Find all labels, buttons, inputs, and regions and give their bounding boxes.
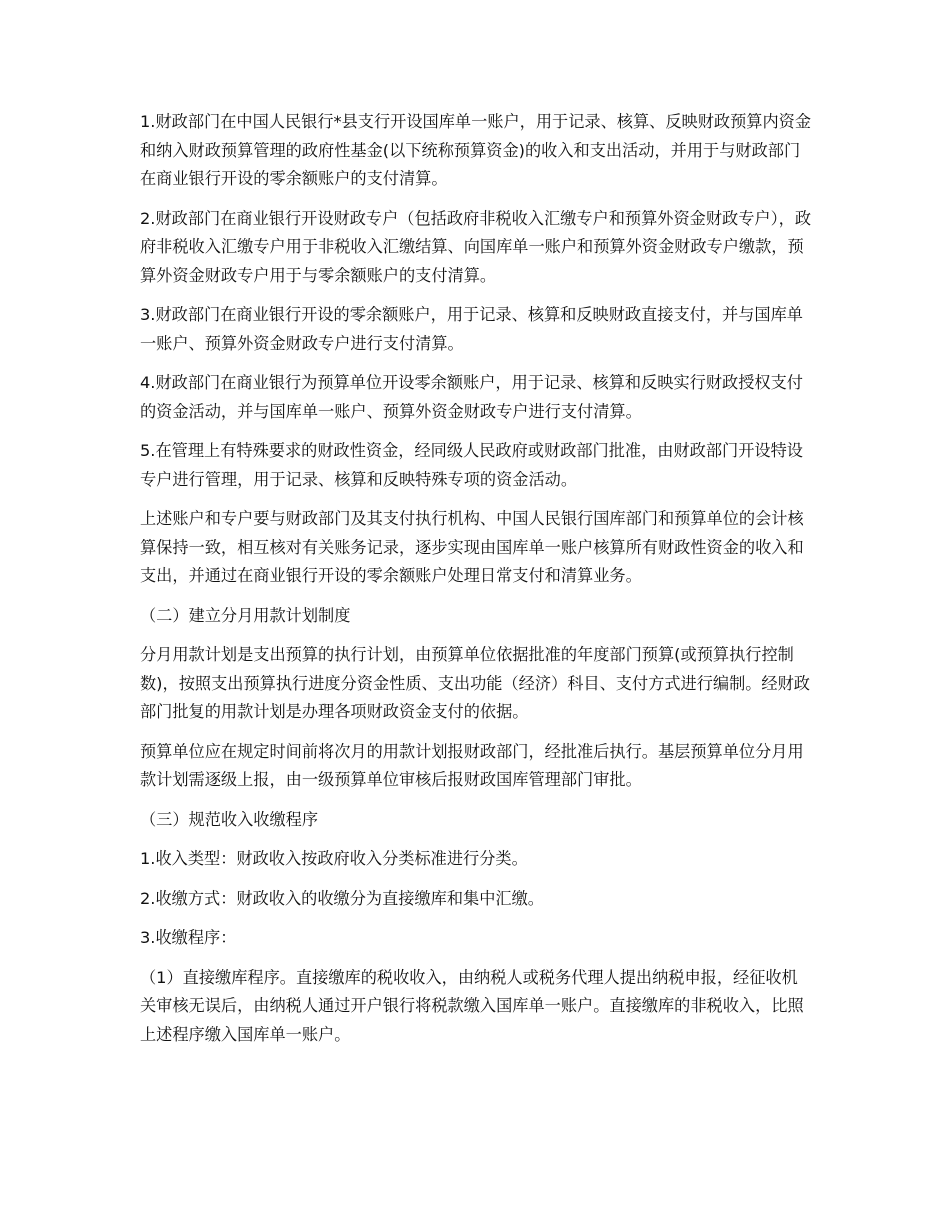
document-body [140, 108, 812, 1060]
paragraph-3: 3.财政部门在商业银行开设的零余额账户，用于记录、核算和反映财政直接支付，并与国库单一账户、预算外资金财政专户进行支付清算。 [140, 305, 803, 353]
paragraph-collection-procedure: 3.收缴程序： [140, 928, 237, 947]
section-heading-3: （三）规范收入收缴程序 [140, 809, 319, 829]
paragraph-collection-method: 2.收缴方式：财政收入的收缴分为直接缴库和集中汇缴。 [140, 888, 544, 908]
paragraph-plan-submission: 预算单位应在规定时间前将次月的用款计划报财政部门，经批准后执行。基层预算单位分月用款计划需逐级上报，由一级预算单位审核后报财政国库管理部门审批。 [140, 741, 804, 789]
paragraph-monthly-plan: 分月用款计划是支出预算的执行计划，由预算单位依据批准的年度部门预算(或预算执行控制数)，按照支出预算执行进度分资金性质、支出功能（经济）科目、支付方式进行编制。经财政部门批复的用款计划是办理各项财政资金支付的依据。 [140, 645, 810, 721]
paragraph-4: 4.财政部门在商业银行为预算单位开设零余额账户，用于记录、核算和反映实行财政授权支付的资金活动，并与国库单一账户、预算外资金财政专户进行支付清算。 [140, 373, 803, 421]
paragraph-direct-payment: （1）直接缴库程序。直接缴库的税收收入，由纳税人或税务代理人提出纳税申报，经征收机关审核无误后，由纳税人通过开户银行将税款缴入国库单一账户。直接缴库的非税收入，比照上述程序缴入国库单一账户。 [140, 967, 804, 1044]
paragraph-1: 1.财政部门在中国人民银行*县支行开设国库单一账户，用于记录、核算、反映财政预算内资金和纳入财政预算管理的政府性基金(以下统称预算资金)的收入和支出活动，并用于与财政部门在商业银行开设的零余额账户的支付清算。 [140, 112, 812, 188]
paragraph-income-type: 1.收入类型：财政收入按政府收入分类标准进行分类。 [140, 849, 528, 868]
paragraph-5: 5.在管理上有特殊要求的财政性资金，经同级人民政府或财政部门批准，由财政部门开设特设专户进行管理，用于记录、核算和反映特殊专项的资金活动。 [140, 441, 803, 489]
paragraph-summary: 上述账户和专户要与财政部门及其支付执行机构、中国人民银行国库部门和预算单位的会计核算保持一致，相互核对有关账务记录，逐步实现由国库单一账户核算所有财政性资金的收入和支出，并通过在商业银行开设的零余额账户处理日常支付和清算业务。 [140, 509, 804, 585]
section-heading-2: （二）建立分月用款计划制度 [140, 605, 351, 625]
paragraph-2: 2.财政部门在商业银行开设财政专户（包括政府非税收入汇缴专户和预算外资金财政专户），政府非税收入汇缴专户用于非税收入汇缴结算、向国库单一账户和预算外资金财政专户缴款，预算外资金财政专户用于与零余额账户的支付清算。 [140, 208, 812, 285]
